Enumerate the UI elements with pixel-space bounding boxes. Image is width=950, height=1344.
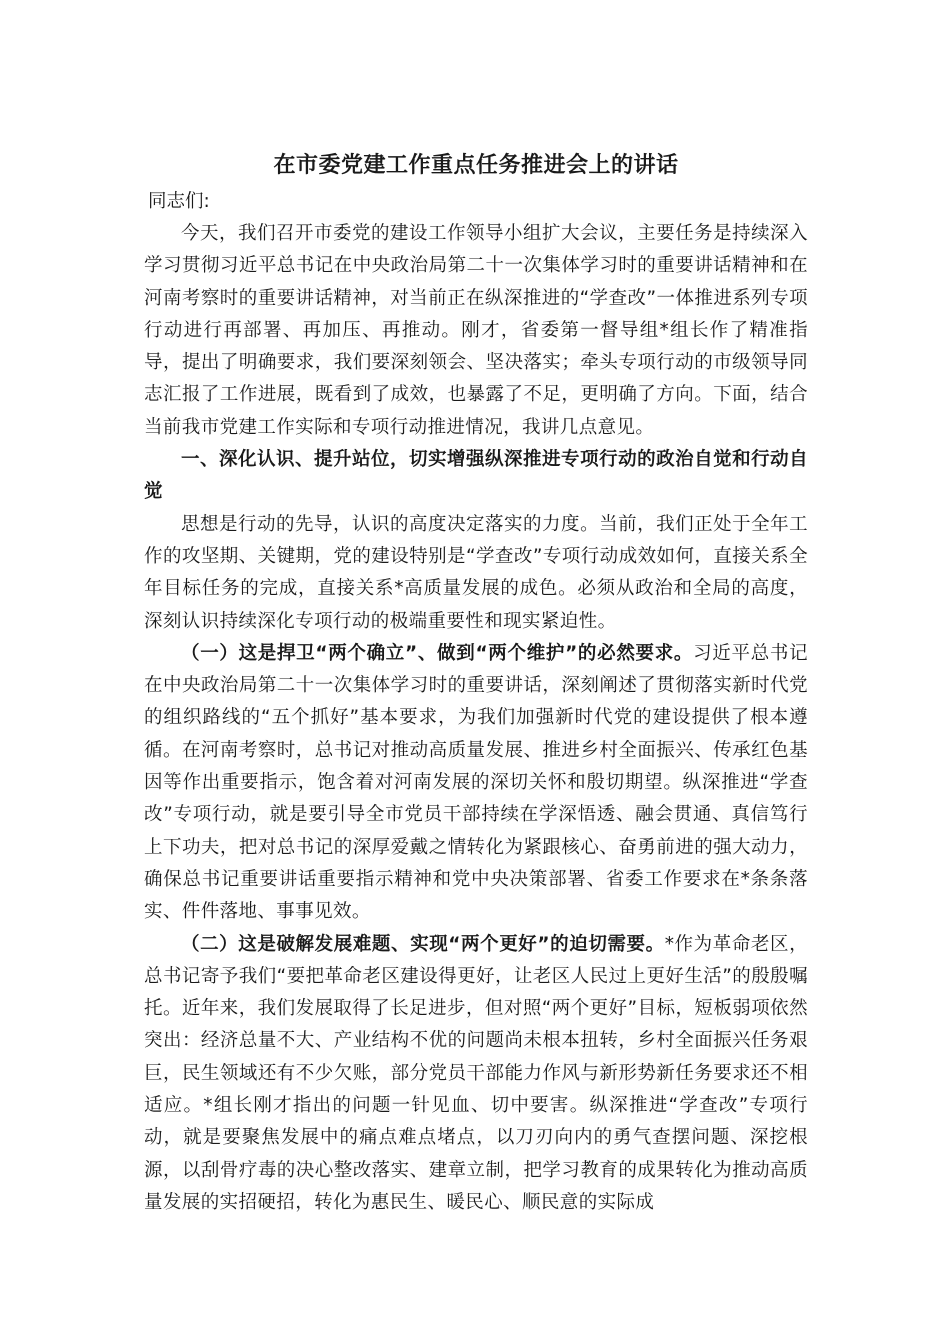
- point-2-paragraph: [144, 929, 808, 1220]
- section-1-intro-paragraph: 思想是行动的先导，认识的高度决定落实的力度。当前，我们正处于全年工作的攻坚期、关键期，党的建设特别是“学查改”专项行动成效如何，直接关系全年目标任务的完成，直接关系*高质量发展的成色。必须从政治和全局的高度，深刻认识持续深化专项行动的极端重要性和现实紧迫性。: [144, 513, 808, 632]
- document-page: [144, 146, 808, 1219]
- intro-paragraph: 今天，我们召开市委党的建设工作领导小组扩大会议，主要任务是持续深入学习贯彻习近平总书记在中央政治局第二十一次集体学习时的重要讲话精神和在河南考察时的重要讲话精神，对当前正在纵深推进的“学查改”一体推进系列专项行动进行再部署、再加压、再推动。刚才，省委第一督导组*组长作了精准指导，提出了明确要求，我们要深刻领会、坚决落实；牵头专项行动的市级领导同志汇报了工作进展，既看到了成效，也暴露了不足，更明确了方向。下面，结合当前我市党建工作实际和专项行动推进情况，我讲几点意见。: [144, 223, 808, 438]
- point-1-paragraph: [144, 638, 808, 929]
- point-2-body: *作为革命老区，总书记寄予我们“要把革命老区建设得更好，让老区人民过上更好生活”的殷殷嘱托。近年来，我们发展取得了长足进步，但对照“两个更好”目标，短板弱项依然突出：经济总量不大、产业结构不优的问题尚未根本扭转，乡村全面振兴任务艰巨，民生领域还有不少欠账，部分党员干部能力作风与新形势新任务要求还不相适应。*组长刚才指出的问题一针见血、切中要害。纵深推进“学查改”专项行动，就是要聚焦发展中的痛点难点堵点，以刀刃向内的勇气查摆问题、深挖根源，以刮骨疗毒的决心整改落实、建章立制，把学习教育的成果转化为推动高质量发展的实招硬招，转化为惠民生、暖民心、顺民意的实际成: [144, 933, 808, 1213]
- document-title: 在市委党建工作重点任务推进会上的讲话: [273, 153, 679, 178]
- salutation: 同志们:: [148, 191, 210, 212]
- point-2-lead: （二）这是破解发展难题、实现“两个更好”的迫切需要。: [181, 933, 665, 955]
- point-1-lead: （一）这是捍卫“两个确立”、做到“两个维护”的必然要求。: [181, 642, 694, 664]
- section-1-heading: 一、深化认识、提升站位，切实增强纵深推进专项行动的政治自觉和行动自觉: [144, 449, 808, 503]
- point-1-body: 习近平总书记在中央政治局第二十一次集体学习时的重要讲话，深刻阐述了贯彻落实新时代党的组织路线的“五个抓好”基本要求，为我们加强新时代党的建设提供了根本遵循。在河南考察时，总书记对推动高质量发展、推进乡村全面振兴、传承红色基因等作出重要指示，饱含着对河南发展的深切关怀和殷切期望。纵深推进“学查改”专项行动，就是要引导全市党员干部持续在学深悟透、融会贯通、真信笃行上下功夫，把对总书记的深厚爱戴之情转化为紧跟核心、奋勇前进的强大动力，确保总书记重要讲话重要指示精神和党中央决策部署、省委工作要求在*条条落实、件件落地、事事见效。: [144, 642, 808, 923]
